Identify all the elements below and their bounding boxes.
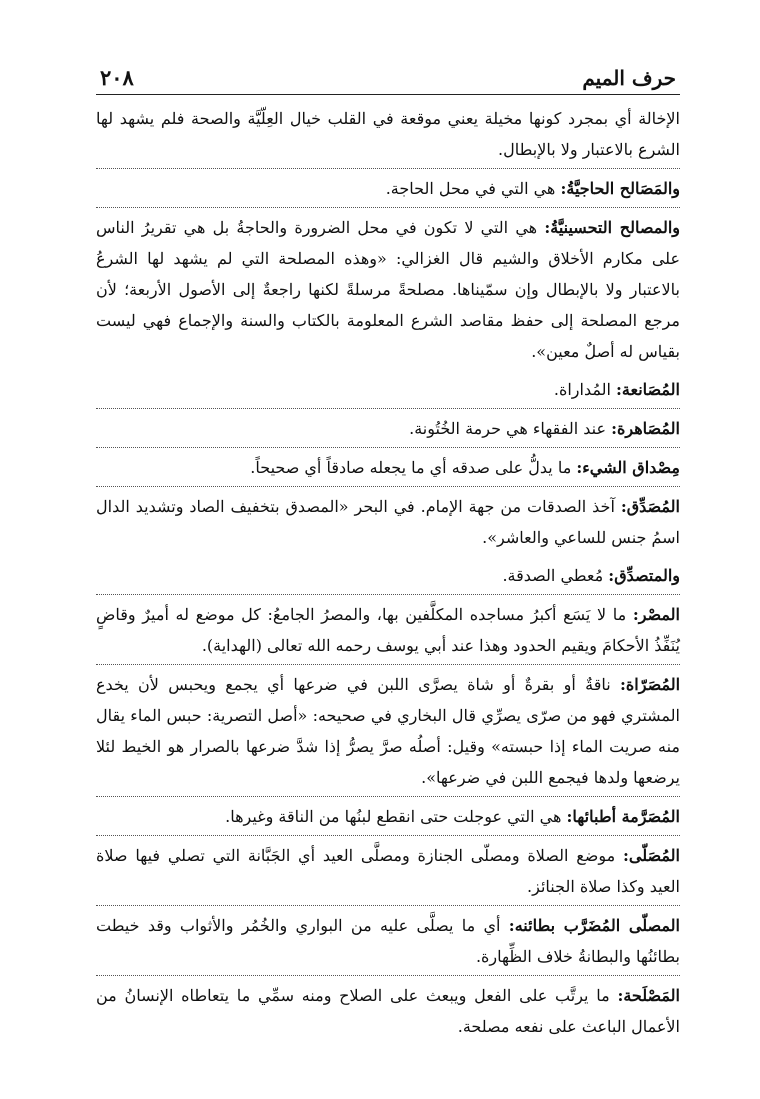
entry-term: المُصَاهرة: <box>611 419 680 438</box>
entry-musahara <box>96 413 680 448</box>
entry-definition: ما لا يَسَع أكبرُ مساجده المكلَّفين بها، والمصرُ الجامعُ: كل موضع له أميرٌ وقاضٍ يُنَفِّذُ الأحكامَ ويقيم الحدود وهذا عند أبي يوسف رحمه الله تعالى (الهداية). <box>96 605 680 655</box>
entry-musalla-mudarrab <box>96 910 680 976</box>
entry-musaddiq <box>96 491 680 556</box>
entry-term: والمَصَالح الحاجيَّةُ: <box>560 179 680 198</box>
entry-definition: أي ما يصلَّى عليه من البواري والخُمُر والأثواب وقد خيطت بطائنُها والبطانةُ خلاف الظِّهارة. <box>96 916 680 966</box>
entry-term: المُصَدِّق: <box>620 497 680 516</box>
entry-continuation <box>96 103 680 169</box>
entry-definition: ناقةٌ أو بقرةٌ أو شاة يصرَّى اللبن في ضرعها أي يجمع ويحبس لأن يخدع المشتري فهو من صرّى يصرِّي قال البخاري في صحيحه: «أصل التصرية: حبس الماء يقال منه صريت الماء إذا حبسته» وقيل: أصلُه صرَّ يصرُّ إذا شدَّ ضرعها بالصرار هو الخيط لئلا يرضعها ولدها فيجمع اللبن في ضرعها». <box>96 675 680 787</box>
book-page <box>96 50 680 1049</box>
entry-definition: موضع الصلاة ومصلّى الجنازة ومصلَّى العيد أي الجَبَّانة التي تصلي فيها صلاة العيد وكذا صلاة الجنائز. <box>96 846 680 896</box>
entry-definition: مُعطي الصدقة. <box>502 566 609 585</box>
entry-musanaa <box>96 374 680 409</box>
entry-term: والمتصدِّق: <box>608 566 680 585</box>
entry-definition: عند الفقهاء هي حرمة الخُتُونة. <box>409 419 612 438</box>
entry-masalih-hajiyya <box>96 173 680 208</box>
running-title: حرف الميم <box>582 66 676 90</box>
entry-definition: هي التي لا تكون في محل الضرورة والحاجةُ بل هي تقريرُ الناس على مكارم الأخلاق والشيم قال الغزالي: «وهذه المصلحة التي لم يشهد لها الشرعُ بالاعتبار ولا بالإبطال وإن سمّيناها. مصلحةً مرسلةً لكنها راجعةٌ إلى الأصول الأربعة؛ لأن مرجع المصلحة إلى حفظ مقاصد الشرع المعلومة بالكتاب والسنة والإجماع فهي ليست بقياس له أصلٌ معين». <box>96 218 680 361</box>
entry-term: المُصَلّى: <box>623 846 680 865</box>
page-content <box>96 95 680 1045</box>
entry-term: المصْر: <box>632 605 680 624</box>
entry-musarrama <box>96 801 680 836</box>
entry-masalih-tahsiniyya <box>96 212 680 370</box>
entry-term: المُصَرَّمة أطبائها: <box>566 807 680 826</box>
entry-definition: هي التي عوجلت حتى انقطع لبنُها من الناقة وغيرها. <box>225 807 567 826</box>
page-header <box>96 50 680 95</box>
entry-musarrat <box>96 669 680 797</box>
entry-term: المُصَانعة: <box>616 380 680 399</box>
entry-definition: ما يرتَّب على الفعل ويبعث على الصلاح ومنه سمِّي ما يتعاطاه الإنسانُ من الأعمال الباعث على نفعه مصلحة. <box>96 986 680 1036</box>
entry-term: المُصَرّاة: <box>620 675 681 694</box>
entry-definition: هي التي في محل الحاجة. <box>385 179 561 198</box>
entry-musalla <box>96 840 680 906</box>
page-number: ٢٠٨ <box>100 65 134 90</box>
entry-maslaha <box>96 980 680 1045</box>
entry-term: والمصالح التحسينيَّةُ: <box>544 218 680 237</box>
entry-misr <box>96 599 680 665</box>
entry-definition: الإخالة أي بمجرد كونها مخيلة يعني موقعة في القلب خيال العِلّيَّة والصحة فلم يشهد لها الشرع بالاعتبار ولا بالإبطال. <box>96 109 680 159</box>
entry-definition: آخذ الصدقات من جهة الإمام. في البحر «المصدق بتخفيف الصاد وتشديد الدال اسمُ جنس للساعي والعاشر». <box>96 497 680 547</box>
entry-misdaq <box>96 452 680 487</box>
entry-definition: ما يدلُّ على صدقه أي ما يجعله صادقاً أي صحيحاً. <box>250 458 577 477</box>
entry-mutasaddiq <box>96 560 680 595</box>
entry-term: مِصْداق الشيء: <box>576 458 680 477</box>
entry-definition: المُداراة. <box>553 380 617 399</box>
entry-term: المصلّى المُضَرَّب بطائنه: <box>508 916 680 935</box>
entry-term: المَصْلَحة: <box>617 986 680 1005</box>
